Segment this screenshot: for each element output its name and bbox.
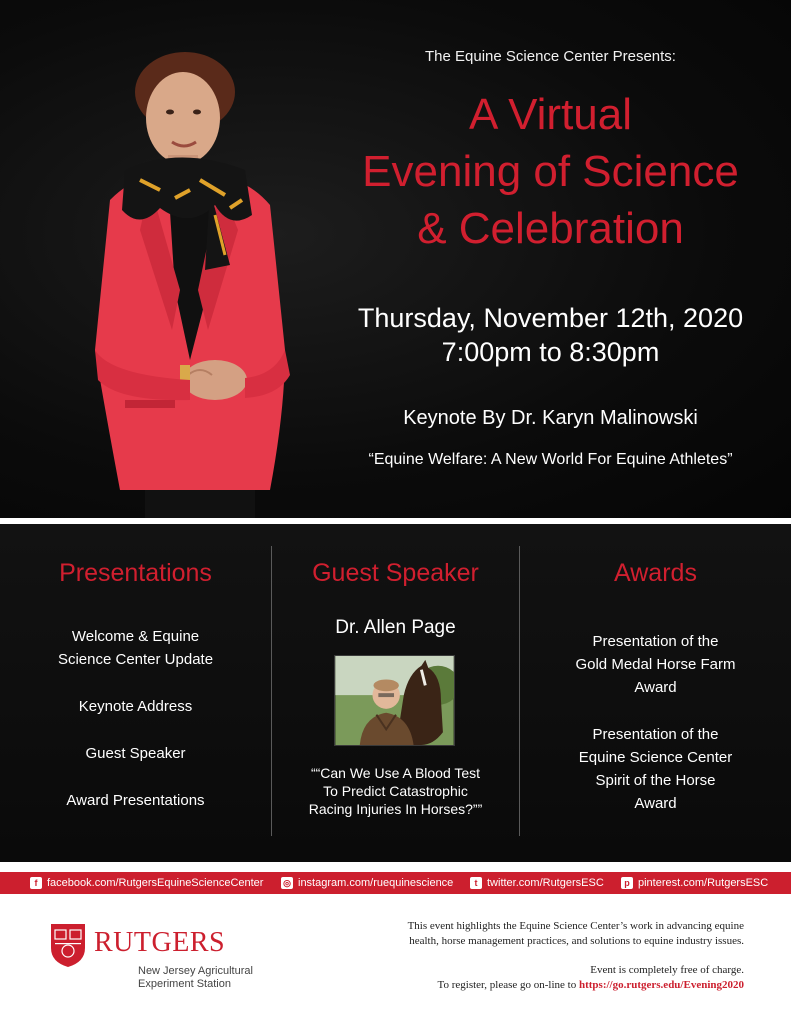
guest-speaker-name: Dr. Allen Page — [335, 617, 456, 638]
event-info — [344, 919, 744, 993]
award-item-line: Presentation of the — [592, 633, 719, 650]
pinterest-icon: p — [621, 877, 633, 889]
title-line: Evening of Science — [362, 147, 739, 196]
talk-title-line: ““Can We Use A Blood Test — [310, 765, 481, 781]
facebook-link-label: facebook.com/RutgersEquineScienceCenter — [47, 877, 264, 889]
talk-title-line: To Predict Catastrophic — [323, 783, 468, 799]
title-line: & Celebration — [417, 204, 684, 253]
awards-column — [520, 524, 791, 862]
award-item — [520, 723, 791, 815]
registration-text: To register, please go on-line to — [437, 979, 577, 991]
logo-subtitle-line: Experiment Station — [138, 978, 231, 990]
presentation-item: Keynote Address — [78, 698, 193, 715]
guest-speaker-column — [272, 524, 519, 862]
award-item — [520, 630, 791, 699]
program-section — [0, 524, 791, 862]
rutgers-logo-subtitle — [138, 965, 253, 991]
keynote-speaker-portrait — [80, 30, 310, 520]
guest-speaker-talk-title — [272, 764, 519, 818]
award-item-line: Presentation of the — [592, 726, 719, 743]
social-media-bar — [0, 872, 791, 894]
presentations-column — [0, 524, 271, 862]
award-item-line: Award — [634, 795, 677, 812]
twitter-link[interactable] — [470, 872, 604, 894]
twitter-link-label: twitter.com/RutgersESC — [487, 877, 604, 889]
instagram-link-label: instagram.com/ruequinescience — [298, 877, 454, 889]
presentation-item: Award Presentations — [66, 792, 205, 809]
presentation-item: Guest Speaker — [85, 745, 186, 762]
event-date: Thursday, November 12th, 2020 — [357, 303, 744, 333]
event-time: 7:00pm to 8:30pm — [441, 337, 660, 367]
footer — [0, 894, 791, 1024]
presentation-item — [0, 625, 271, 671]
presentation-item-line: Welcome & Equine — [71, 628, 200, 645]
rutgers-shield-icon — [49, 922, 87, 968]
awards-heading: Awards — [614, 559, 697, 587]
event-description-line: health, horse management practices, and solutions to equine industry issues. — [409, 935, 744, 947]
free-of-charge-note: Event is completely free of charge. — [590, 964, 744, 976]
keynote-topic: “Equine Welfare: A New World For Equine Athletes” — [368, 451, 733, 468]
award-item-line: Equine Science Center — [578, 749, 733, 766]
guest-speaker-heading: Guest Speaker — [312, 559, 479, 587]
award-item-line: Spirit of the Horse — [595, 772, 716, 789]
registration-link[interactable]: https://go.rutgers.edu/Evening2020 — [578, 979, 744, 991]
twitter-icon: t — [470, 877, 482, 889]
presentation-item-line: Science Center Update — [57, 651, 214, 668]
pinterest-link[interactable] — [621, 872, 768, 894]
event-title — [310, 86, 791, 257]
event-description-line: This event highlights the Equine Science Center’s work in advancing equine — [407, 920, 744, 932]
presentations-heading: Presentations — [59, 559, 212, 587]
instagram-link[interactable] — [281, 872, 453, 894]
rutgers-logo-wordmark: RUTGERS — [94, 927, 226, 958]
event-datetime — [310, 301, 791, 369]
award-item-line: Award — [634, 679, 677, 696]
pinterest-link-label: pinterest.com/RutgersESC — [638, 877, 769, 889]
instagram-icon: ◎ — [281, 877, 293, 889]
facebook-icon: f — [30, 877, 42, 889]
keynote-speaker: Keynote By Dr. Karyn Malinowski — [403, 407, 698, 429]
award-item-line: Gold Medal Horse Farm — [575, 656, 736, 673]
talk-title-line: Racing Injuries In Horses?”” — [308, 801, 483, 817]
logo-subtitle-line: New Jersey Agricultural — [138, 965, 253, 977]
presenter-line: The Equine Science Center Presents: — [425, 48, 676, 65]
title-line: A Virtual — [468, 90, 633, 139]
facebook-link[interactable] — [30, 872, 263, 894]
guest-speaker-photo — [334, 655, 455, 746]
registration-line — [344, 978, 744, 993]
